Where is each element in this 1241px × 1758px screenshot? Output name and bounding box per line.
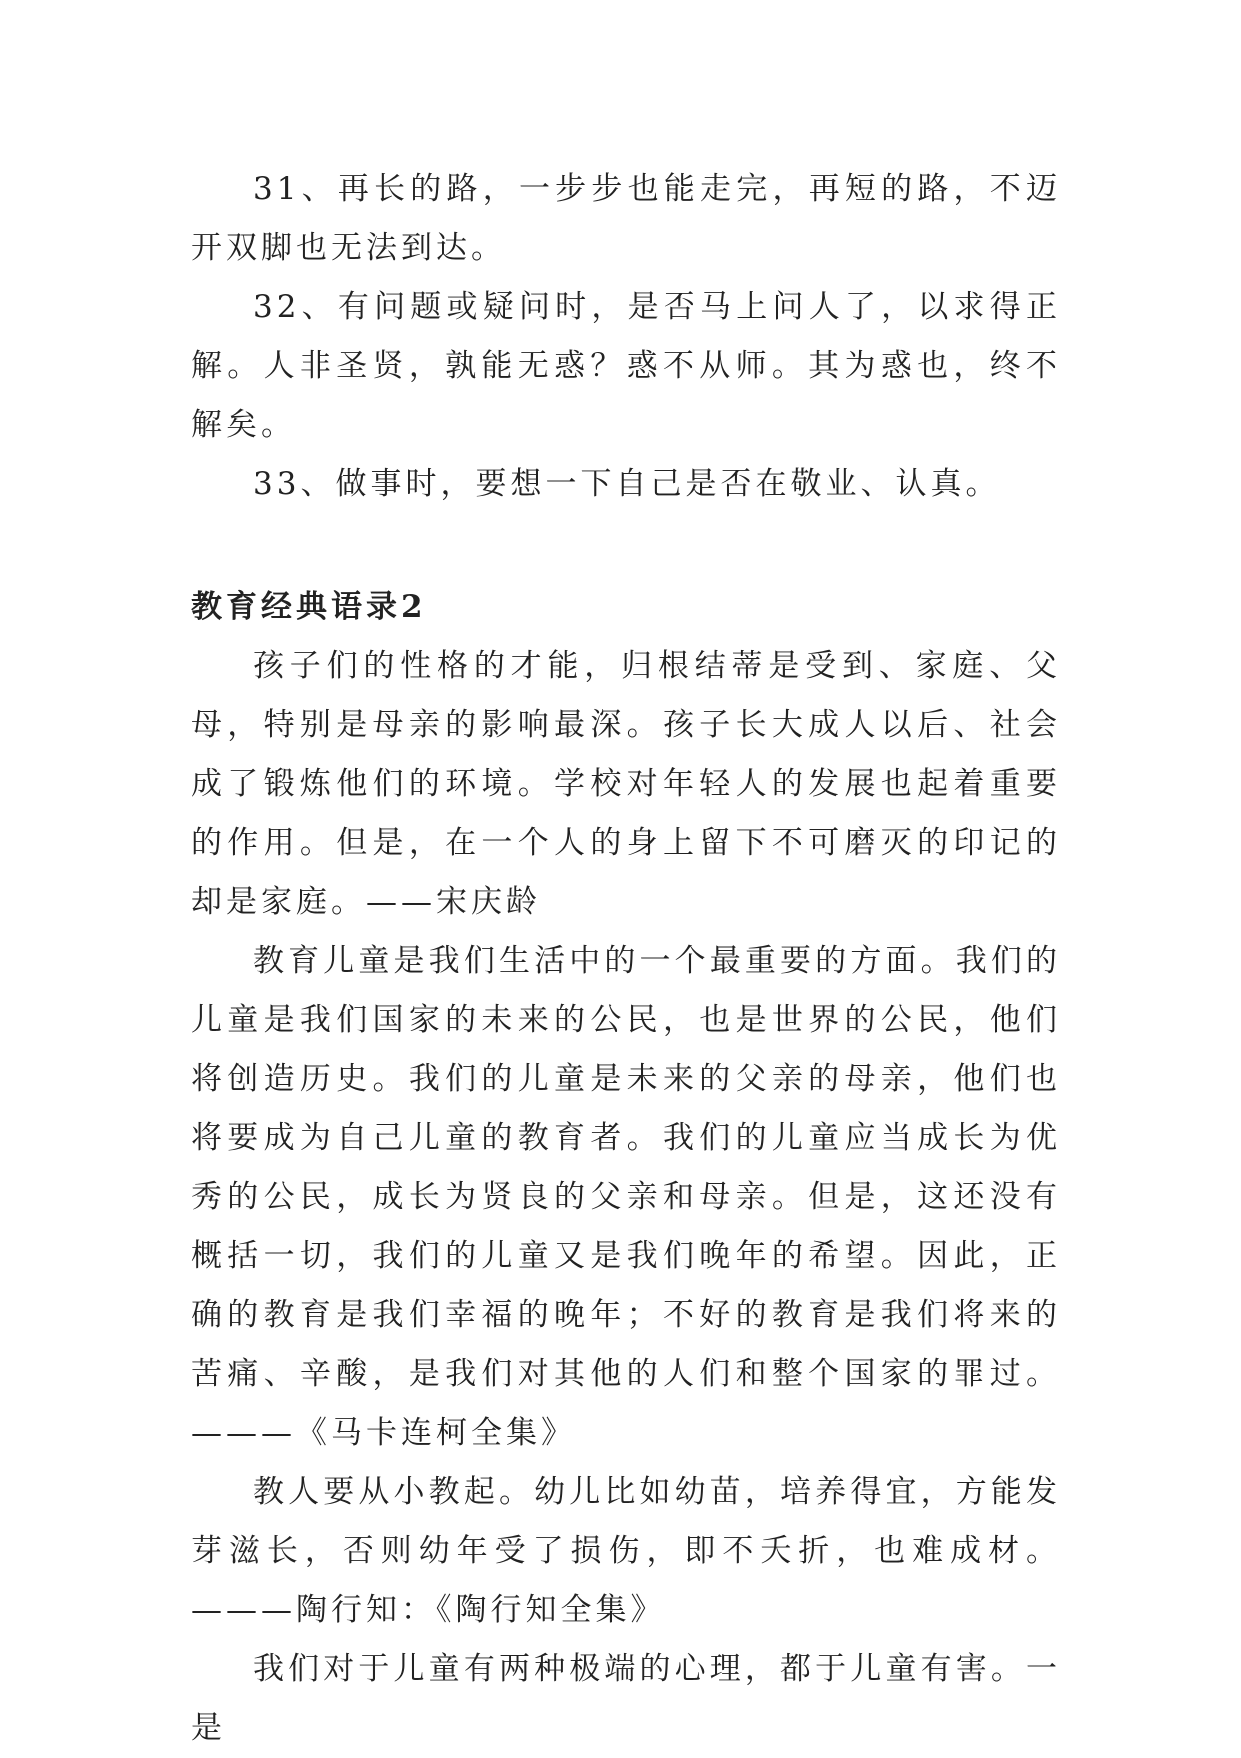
document-body [191,160,1061,1758]
paragraph-children-psychology: 我们对于儿童有两种极端的心理，都于儿童有害。一是 [191,1651,1061,1746]
quote-31: 31、再长的路，一步步也能走完，再短的路，不迈开双脚也无法到达。 [191,171,1061,266]
paragraph-makarenko: 教育儿童是我们生活中的一个最重要的方面。我们的儿童是我们国家的未来的公民，也是世界的公民，他们将创造历史。我们的儿童是未来的父亲的母亲，他们也将要成为自己儿童的教育者。我们的儿童应当成长为优秀的公民，成长为贤良的父亲和母亲。但是，这还没有概括一切，我们的儿童又是我们晚年的希望。因此，正确的教育是我们幸福的晚年；不好的教育是我们将来的苦痛、辛酸，是我们对其他的人们和整个国家的罪过。———《马卡连柯全集》 [191,943,1061,1451]
quote-33: 33、做事时，要想一下自己是否在敬业、认真。 [253,466,1001,502]
quote-32: 32、有问题或疑问时，是否马上问人了，以求得正解。人非圣贤，孰能无惑？惑不从师。其为惑也，终不解矣。 [191,289,1061,443]
paragraph-tao-xingzhi: 教人要从小教起。幼儿比如幼苗，培养得宜，方能发芽滋长，否则幼年受了损伤，即不夭折，也难成材。———陶行知：《陶行知全集》 [191,1474,1061,1628]
paragraph-song-qingling: 孩子们的性格的才能，归根结蒂是受到、家庭、父母，特别是母亲的影响最深。孩子长大成人以后、社会成了锻炼他们的环境。学校对年轻人的发展也起着重要的作用。但是，在一个人的身上留下不可磨灭的印记的却是家庭。——宋庆龄 [191,648,1061,920]
section-title: 教育经典语录2 [191,589,427,625]
